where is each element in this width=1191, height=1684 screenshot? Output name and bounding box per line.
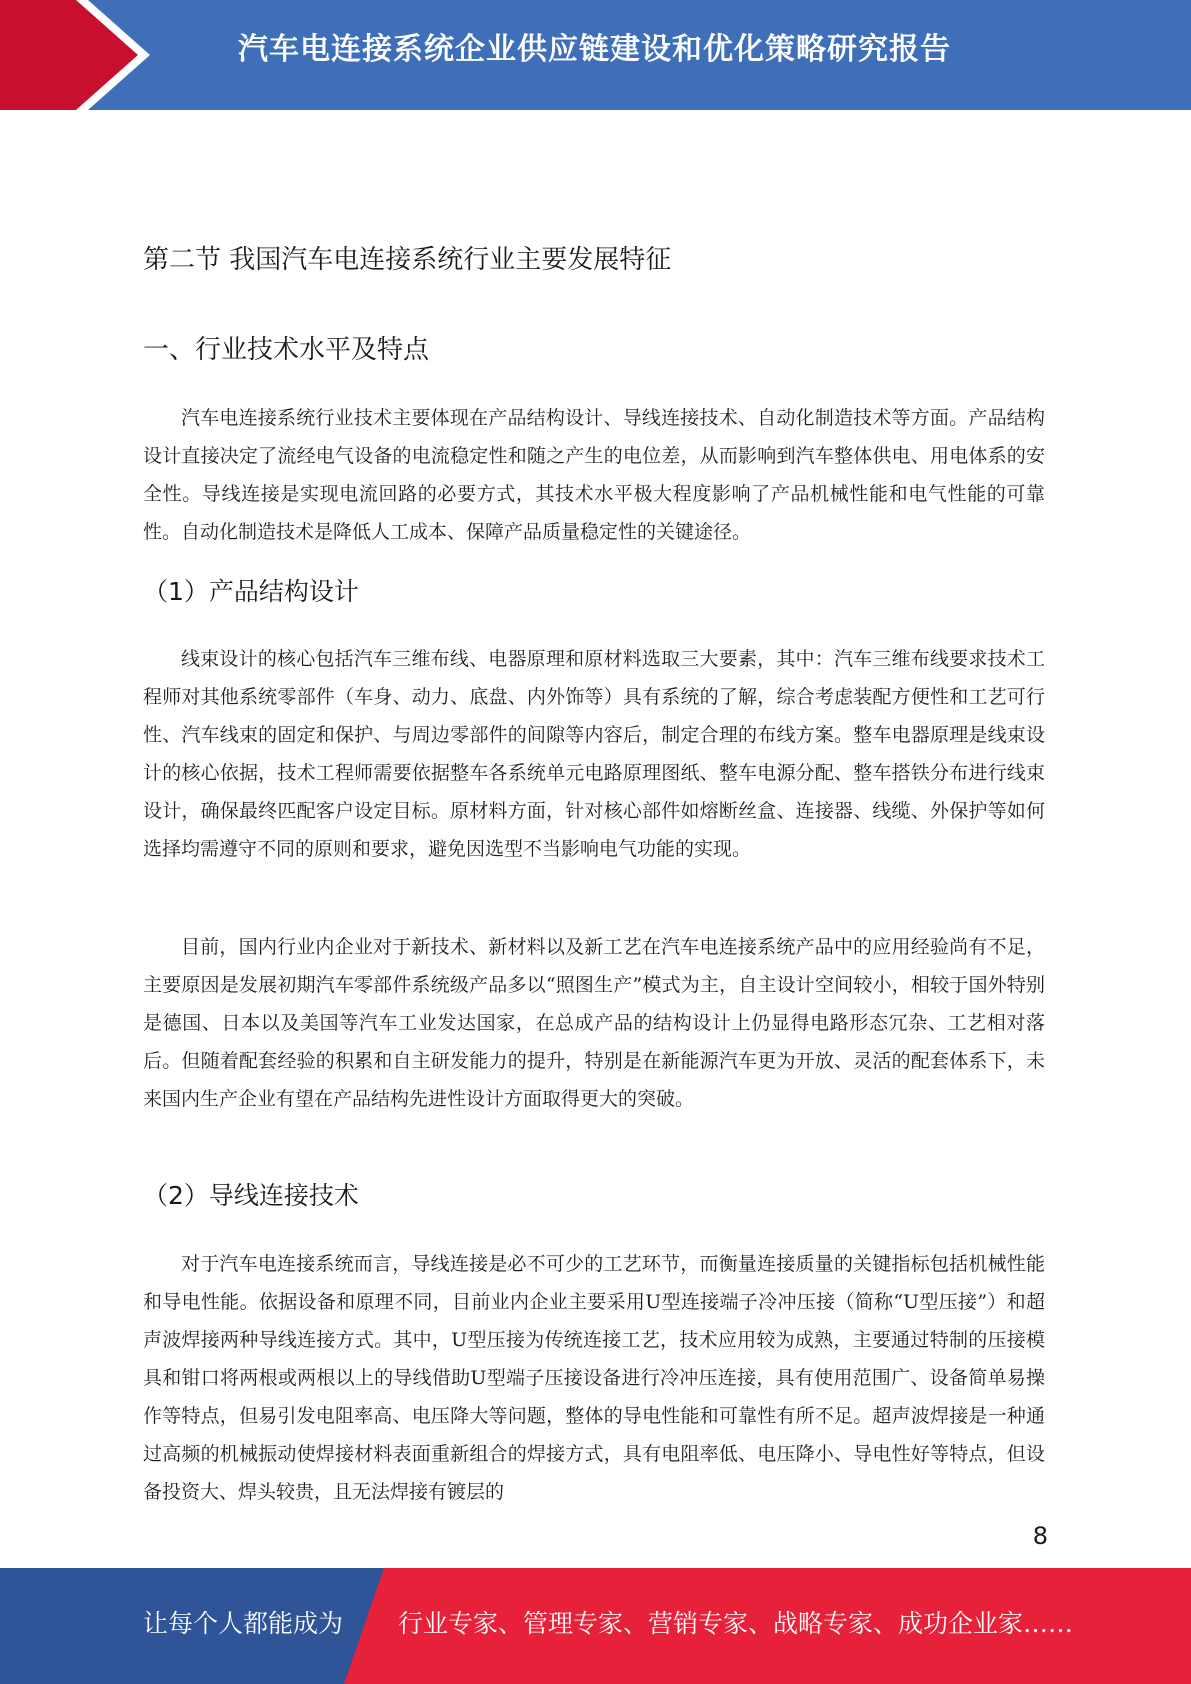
subsection-title: 一、行业技术水平及特点 bbox=[143, 335, 430, 365]
footer-slogan-left: 让每个人都能成为 bbox=[143, 1609, 344, 1638]
report-title: 汽车电连接系统企业供应链建设和优化策略研究报告 bbox=[238, 32, 951, 67]
page-footer bbox=[0, 1568, 1191, 1684]
item-title-product-structure: （1）产品结构设计 bbox=[143, 577, 359, 606]
footer-slogan-right: 行业专家、管理专家、营销专家、战略专家、成功企业家…… bbox=[398, 1609, 1074, 1638]
paragraph: 对于汽车电连接系统而言，导线连接是必不可少的工艺环节，而衡量连接质量的关键指标包括机械性能和导电性能。依据设备和原理不同，目前业内企业主要采用U型连接端子冷冲压接（简称“U型压接”）和超声波焊接两种导线连接方式。其中，U型压接为传统连接工艺，技术应用较为成熟，主要通过特制的压接模具和钳口将两根或两根以上的导线借助U型端子压接设备进行冷冲压连接，具有使用范围广、设备简单易操作等特点，但易引发电阻率高、电压降大等问题，整体的导电性能和可靠性有所不足。超声波焊接是一种通过高频的机械振动使焊接材料表面重新组合的焊接方式，具有电阻率低、电压降小、导电性好等特点，但设备投资大、焊头较贵，且无法焊接有镀层的 bbox=[143, 1253, 1045, 1503]
paragraph: 目前，国内行业内企业对于新技术、新材料以及新工艺在汽车电连接系统产品中的应用经验尚有不足，主要原因是发展初期汽车零部件系统级产品多以“照图生产”模式为主，自主设计空间较小，相较于国外特别是德国、日本以及美国等汽车工业发达国家，在总成产品的结构设计上仍显得电路形态冗杂、工艺相对落后。但随着配套经验的积累和自主研发能力的提升，特别是在新能源汽车更为开放、灵活的配套体系下，未来国内生产企业有望在产品结构先进性设计方面取得更大的突破。 bbox=[143, 936, 1045, 1110]
page-number: 8 bbox=[1032, 1522, 1048, 1550]
section-title: 第二节 我国汽车电连接系统行业主要发展特征 bbox=[143, 245, 672, 275]
intro-paragraph: 汽车电连接系统行业技术主要体现在产品结构设计、导线连接技术、自动化制造技术等方面。产品结构设计直接决定了流经电气设备的电流稳定性和随之产生的电位差，从而影响到汽车整体供电、用电体系的安全性。导线连接是实现电流回路的必要方式，其技术水平极大程度影响了产品机械性能和电气性能的可靠性。自动化制造技术是降低人工成本、保障产品质量稳定性的关键途径。 bbox=[143, 407, 1045, 543]
page-header bbox=[0, 0, 1191, 110]
item-title-wire-connection: （2）导线连接技术 bbox=[143, 1181, 359, 1210]
paragraph: 线束设计的核心包括汽车三维布线、电器原理和原材料选取三大要素，其中：汽车三维布线要求技术工程师对其他系统零部件（车身、动力、底盘、内外饰等）具有系统的了解，综合考虑装配方便性和工艺可行性、汽车线束的固定和保护、与周边零部件的间隙等内容后，制定合理的布线方案。整车电器原理是线束设计的核心依据，技术工程师需要依据整车各系统单元电路原理图纸、整车电源分配、整车搭铁分布进行线束设计，确保最终匹配客户设定目标。原材料方面，针对核心部件如熔断丝盒、连接器、线缆、外保护等如何选择均需遵守不同的原则和要求，避免因选型不当影响电气功能的实现。 bbox=[143, 648, 1045, 860]
